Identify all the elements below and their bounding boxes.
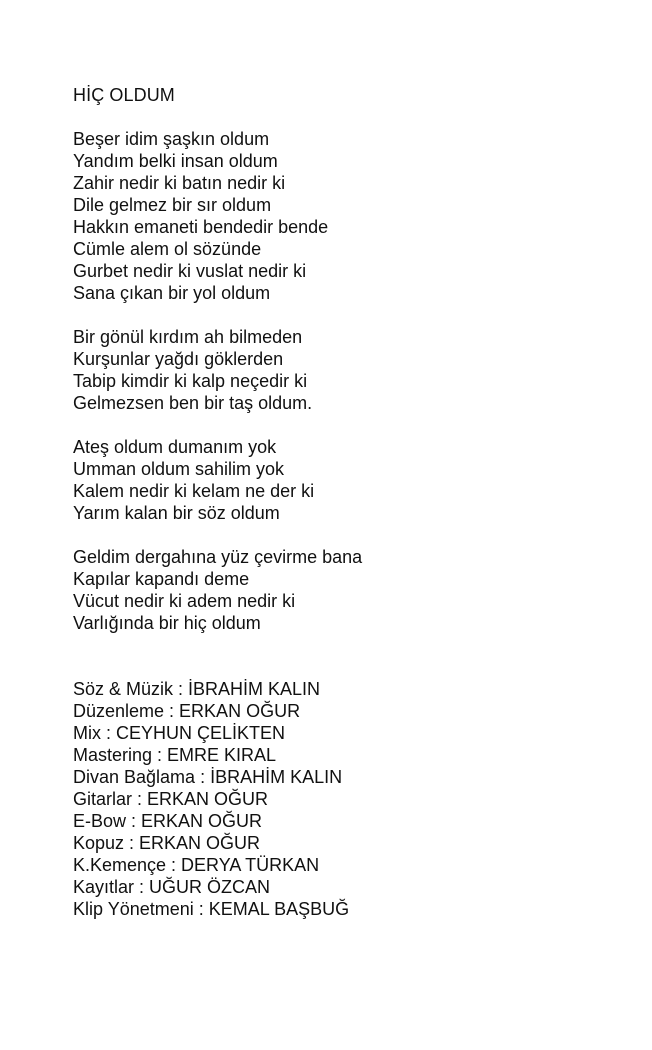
credit-line: Divan Bağlama : İBRAHİM KALIN (73, 767, 343, 787)
credit-line: Klip Yönetmeni : KEMAL BAŞBUĞ (73, 899, 350, 919)
credit-line: Kopuz : ERKAN OĞUR (73, 833, 261, 853)
credit-line: Söz & Müzik : İBRAHİM KALIN (73, 679, 321, 699)
stanza-4 (73, 546, 633, 634)
credit-line: Mastering : EMRE KIRAL (73, 745, 277, 765)
lyric-line: Gelmezsen ben bir taş oldum. (73, 393, 313, 413)
lyric-line: Yandım belki insan oldum (73, 151, 278, 171)
lyric-line: Yarım kalan bir söz oldum (73, 503, 280, 523)
lyric-line: Kapılar kapandı deme (73, 569, 250, 589)
credit-line: Gitarlar : ERKAN OĞUR (73, 789, 269, 809)
lyric-line: Zahir nedir ki batın nedir ki (73, 173, 286, 193)
credit-line: Kayıtlar : UĞUR ÖZCAN (73, 877, 271, 897)
credit-line: Düzenleme : ERKAN OĞUR (73, 701, 301, 721)
lyric-line: Tabip kimdir ki kalp neçedir ki (73, 371, 308, 391)
lyric-line: Kurşunlar yağdı göklerden (73, 349, 284, 369)
lyric-line: Kalem nedir ki kelam ne der ki (73, 481, 315, 501)
stanza-3 (73, 436, 633, 524)
credit-line: Mix : CEYHUN ÇELİKTEN (73, 723, 286, 743)
lyric-line: Vücut nedir ki adem nedir ki (73, 591, 296, 611)
lyric-line: Dile gelmez bir sır oldum (73, 195, 272, 215)
credits-list (73, 678, 633, 920)
lyric-line: Sana çıkan bir yol oldum (73, 283, 271, 303)
lyric-line: Cümle alem ol sözünde (73, 239, 262, 259)
lyric-line: Varlığında bir hiç oldum (73, 613, 261, 633)
credit-line: E-Bow : ERKAN OĞUR (73, 811, 263, 831)
lyric-line: Beşer idim şaşkın oldum (73, 129, 270, 149)
lyric-line: Umman oldum sahilim yok (73, 459, 285, 479)
credit-line: K.Kemençe : DERYA TÜRKAN (73, 855, 320, 875)
lyric-line: Gurbet nedir ki vuslat nedir ki (73, 261, 307, 281)
stanza-2 (73, 326, 633, 414)
lyric-line: Bir gönül kırdım ah bilmeden (73, 327, 303, 347)
lyric-line: Hakkın emaneti bendedir bende (73, 217, 329, 237)
lyric-line: Ateş oldum dumanım yok (73, 437, 277, 457)
stanza-1 (73, 128, 633, 304)
lyrics-document (73, 84, 633, 920)
lyric-line: Geldim dergahına yüz çevirme bana (73, 547, 363, 567)
song-title: HİÇ OLDUM (73, 85, 175, 105)
